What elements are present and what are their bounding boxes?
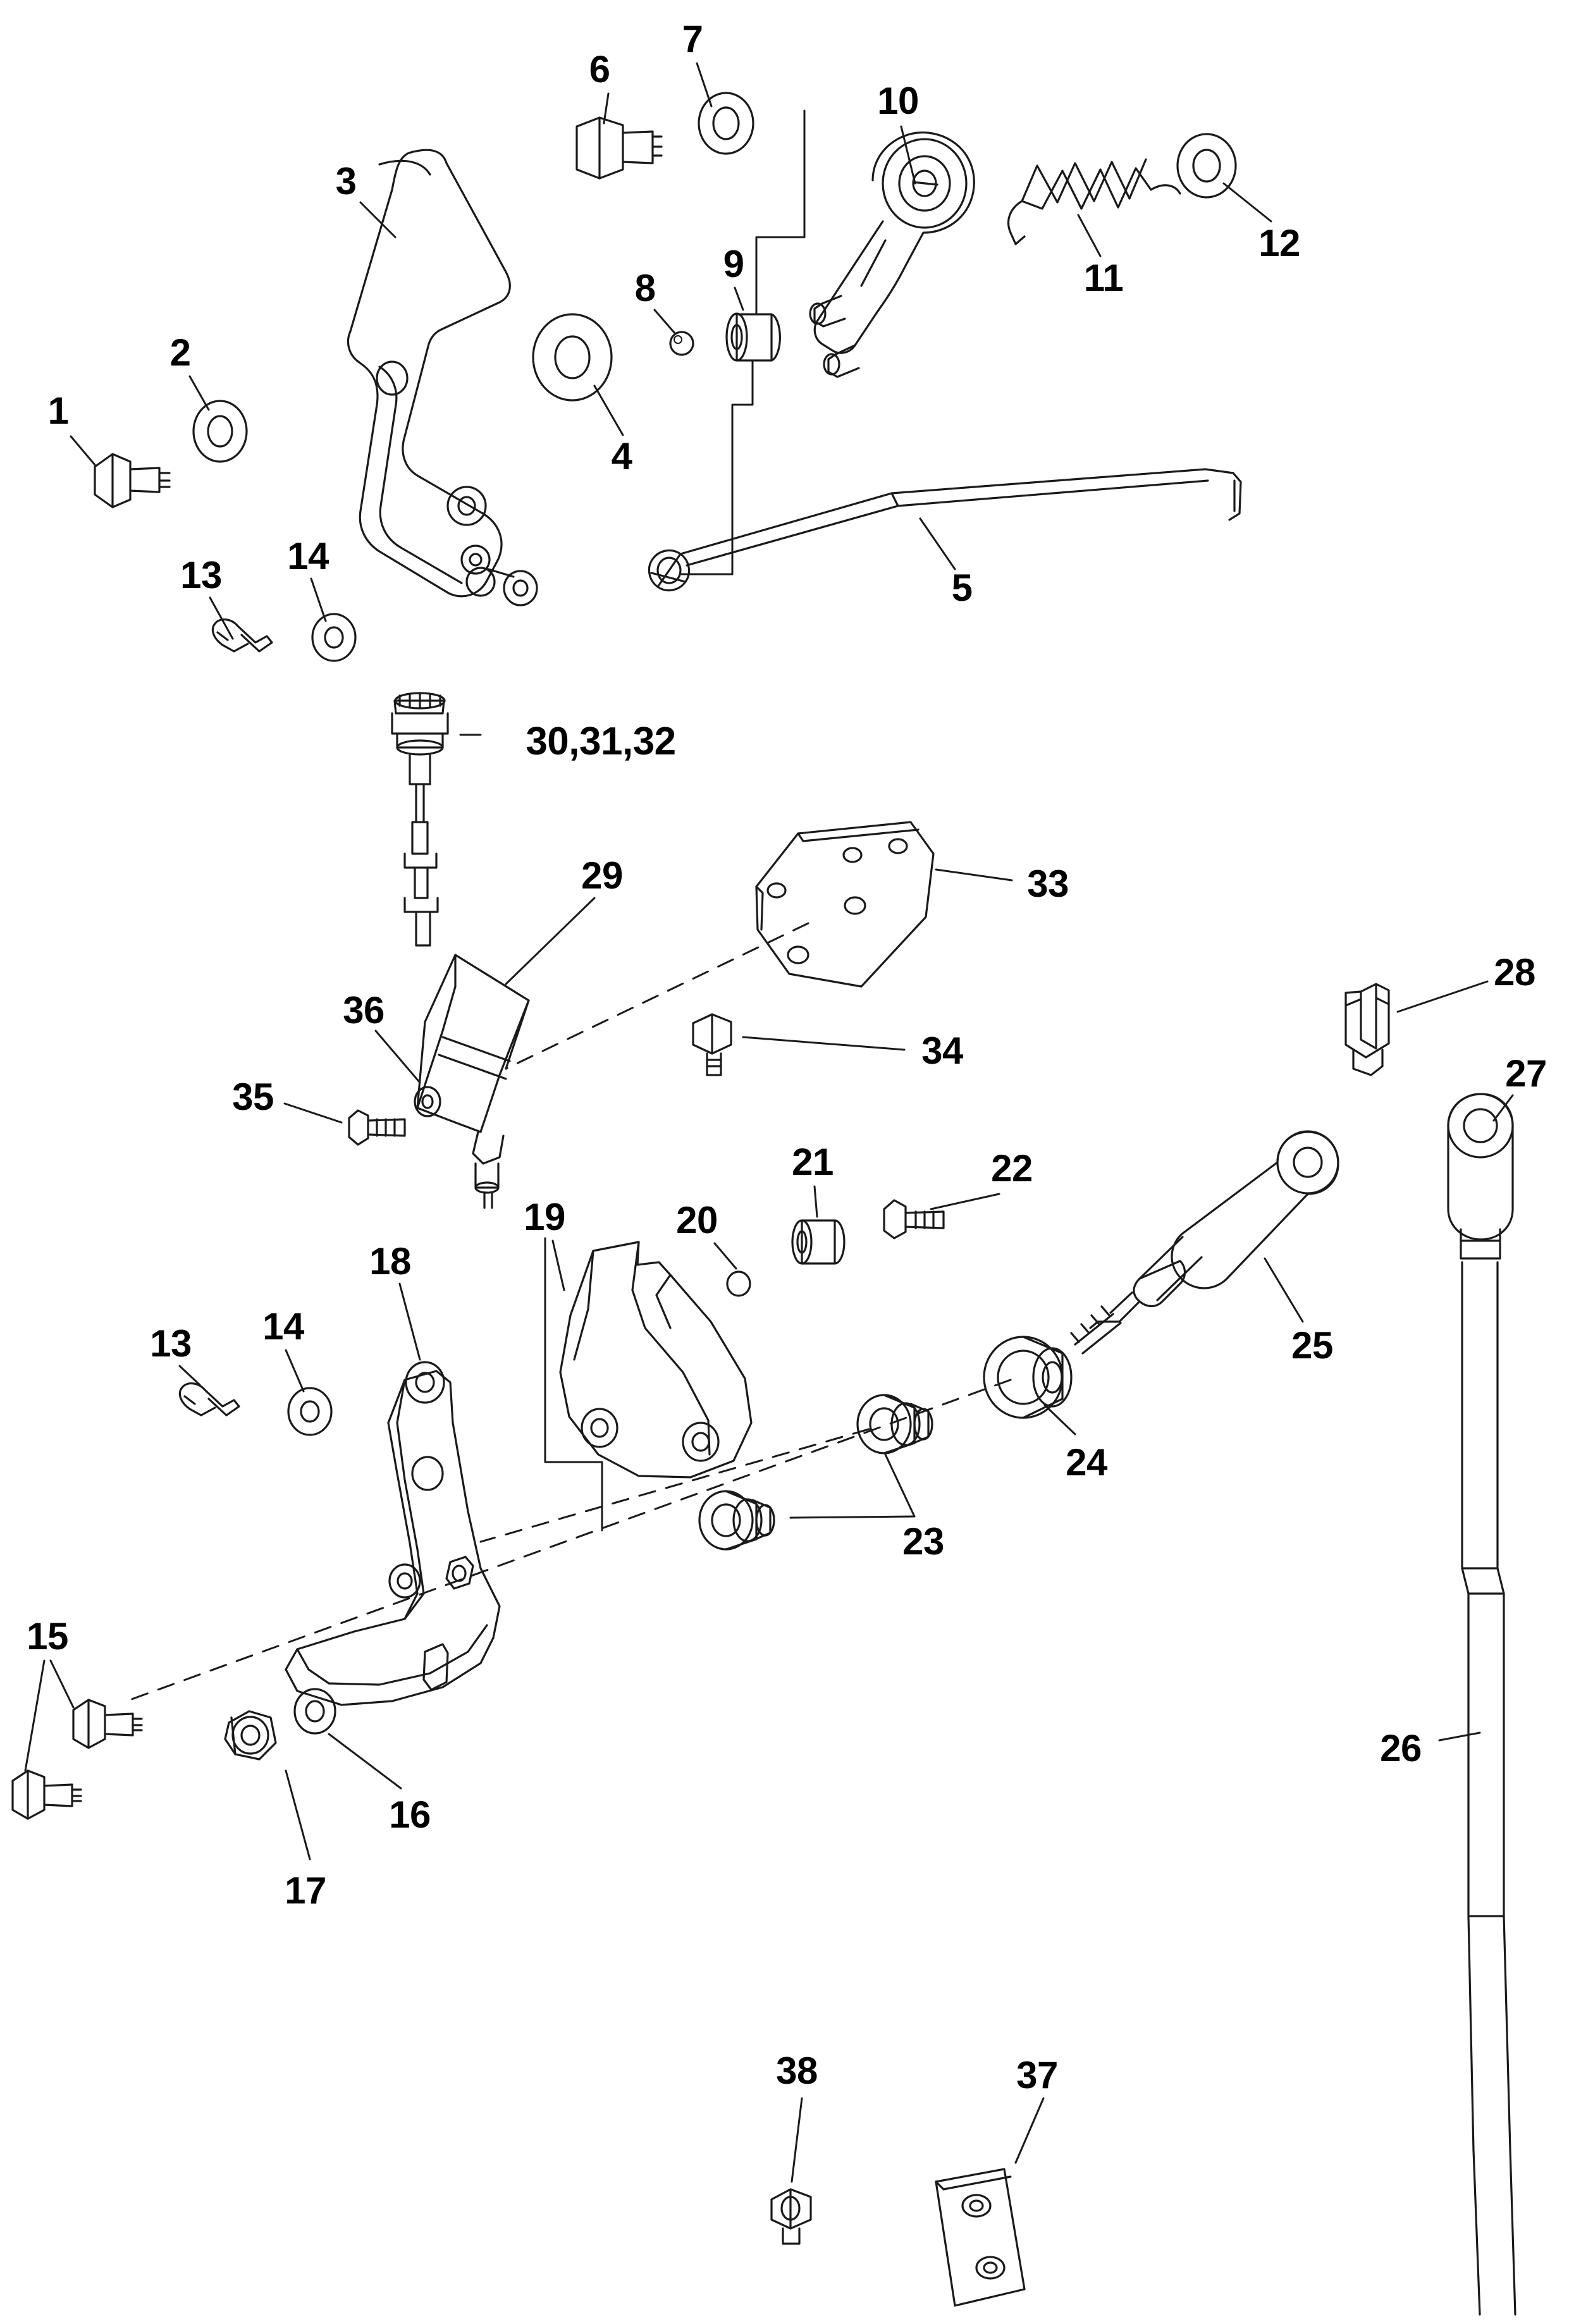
part-303132-cable-end-assembly — [392, 693, 448, 822]
part-24-bushing-ring — [984, 1337, 1071, 1418]
part-6-shoulder-bolt — [577, 118, 661, 178]
part-11-coil-spring — [1009, 159, 1180, 244]
leader-26 — [1439, 1733, 1480, 1740]
callout-34: 34 — [921, 1030, 963, 1072]
callout-7: 7 — [682, 18, 703, 60]
callout-33: 33 — [1027, 863, 1069, 905]
part-4-large-washer — [533, 314, 612, 400]
callout-35: 35 — [232, 1076, 274, 1118]
dashed-axis-lower — [126, 1380, 1011, 1701]
leader-37 — [1016, 2098, 1043, 2163]
part-35-screw — [349, 1110, 405, 1145]
part-15-hex-bolt-a — [73, 1700, 142, 1748]
callout-12: 12 — [1258, 222, 1300, 264]
callout-24: 24 — [1066, 1441, 1107, 1484]
callout-20: 20 — [676, 1199, 718, 1241]
callout-6: 6 — [589, 48, 610, 90]
leader-15 — [25, 1661, 73, 1771]
part-23-grommet-upper — [858, 1395, 932, 1453]
callout-28: 28 — [1494, 951, 1535, 993]
callout-10: 10 — [877, 80, 919, 122]
leader-16 — [329, 1734, 401, 1788]
leader-34 — [743, 1037, 904, 1050]
callout-21: 21 — [792, 1141, 834, 1183]
callout-38: 38 — [776, 2050, 818, 2092]
part-29-throttle-cable-body — [405, 822, 529, 1208]
leader-28 — [1398, 981, 1487, 1012]
callout-8: 8 — [634, 267, 656, 309]
part-23-grommet-lower — [699, 1491, 774, 1549]
callout-27: 27 — [1505, 1052, 1547, 1095]
part-27-rod-end-clevis — [1448, 1094, 1513, 1258]
part-7-washer — [699, 93, 753, 154]
callout-1: 1 — [47, 390, 69, 432]
callout-17: 17 — [285, 1869, 326, 1912]
part-34-mounting-bolt — [693, 1014, 731, 1075]
callout-36: 36 — [343, 989, 384, 1031]
leader-25 — [1265, 1258, 1303, 1322]
leader-35 — [285, 1104, 341, 1122]
leader-21 — [815, 1186, 817, 1217]
leader-24 — [1045, 1405, 1075, 1434]
callout-13-lower: 13 — [150, 1322, 192, 1365]
dashed-axis-upper — [506, 923, 808, 1069]
part-1-hex-bolt — [95, 454, 169, 507]
callout-11: 11 — [1083, 257, 1124, 299]
callout-25: 25 — [1291, 1324, 1333, 1367]
callout-29: 29 — [581, 854, 623, 897]
callout-19: 19 — [524, 1196, 565, 1238]
leader-29 — [506, 898, 594, 984]
callout-15: 15 — [27, 1615, 68, 1657]
leader-36 — [376, 1031, 420, 1083]
part-5-throttle-link-rod — [649, 469, 1241, 591]
callout-18: 18 — [369, 1240, 411, 1282]
leader-20 — [715, 1243, 736, 1269]
part-22-set-screw — [884, 1200, 944, 1238]
leader-33 — [936, 870, 1012, 880]
callout-14-upper: 14 — [287, 535, 329, 577]
callout-3: 3 — [335, 160, 357, 202]
part-37-anchor-plate — [936, 2169, 1024, 2306]
callout-16: 16 — [389, 1793, 431, 1836]
part-14-washer-upper — [312, 614, 355, 661]
callout-23: 23 — [902, 1520, 944, 1563]
leader-17 — [286, 1771, 310, 1859]
part-21-spacer-bushing — [792, 1220, 844, 1263]
dashed-axis-mid — [481, 1429, 869, 1542]
callout-4: 4 — [611, 435, 632, 477]
leader-23 — [790, 1454, 914, 1518]
callout-2: 2 — [169, 331, 191, 374]
part-10-cam-follower-arm — [810, 132, 974, 377]
part-13-clip-upper — [212, 620, 272, 651]
leader-lines-top — [71, 63, 1271, 639]
part-17-lock-nut — [225, 1711, 276, 1759]
callout-30-31-32: 30,31,32 — [526, 720, 676, 763]
part-15-hex-bolt-b — [13, 1771, 81, 1819]
leader-22 — [931, 1194, 999, 1209]
callout-22: 22 — [991, 1147, 1033, 1190]
part-28-retaining-clip — [1346, 984, 1389, 1075]
part-2-washer — [194, 401, 247, 462]
callout-13-upper: 13 — [180, 554, 222, 596]
leader-18 — [400, 1284, 420, 1360]
part-14-washer-lower — [288, 1388, 331, 1435]
callout-37: 37 — [1016, 2054, 1058, 2096]
callout-5: 5 — [951, 567, 973, 609]
part-38-nut — [772, 2189, 811, 2244]
part-19-shift-lever-plate — [560, 1242, 751, 1477]
callout-14-lower: 14 — [262, 1305, 304, 1348]
part-33-mounting-bracket-plate — [756, 822, 933, 987]
part-9-bushing-sleeve — [727, 314, 780, 360]
part-8-ball-bearing — [670, 332, 693, 355]
part-26-shift-rod — [1462, 1262, 1515, 2315]
construction-lines-top — [682, 111, 804, 574]
construction-19-box — [545, 1238, 602, 1530]
leader-38 — [792, 2098, 802, 2182]
part-25-shift-shaft-connector — [1071, 1131, 1338, 1353]
callout-9: 9 — [723, 243, 744, 285]
part-13-clip-lower — [180, 1384, 239, 1415]
leader-19 — [553, 1241, 564, 1290]
callout-26: 26 — [1380, 1727, 1422, 1769]
part-12-washer — [1178, 134, 1236, 197]
